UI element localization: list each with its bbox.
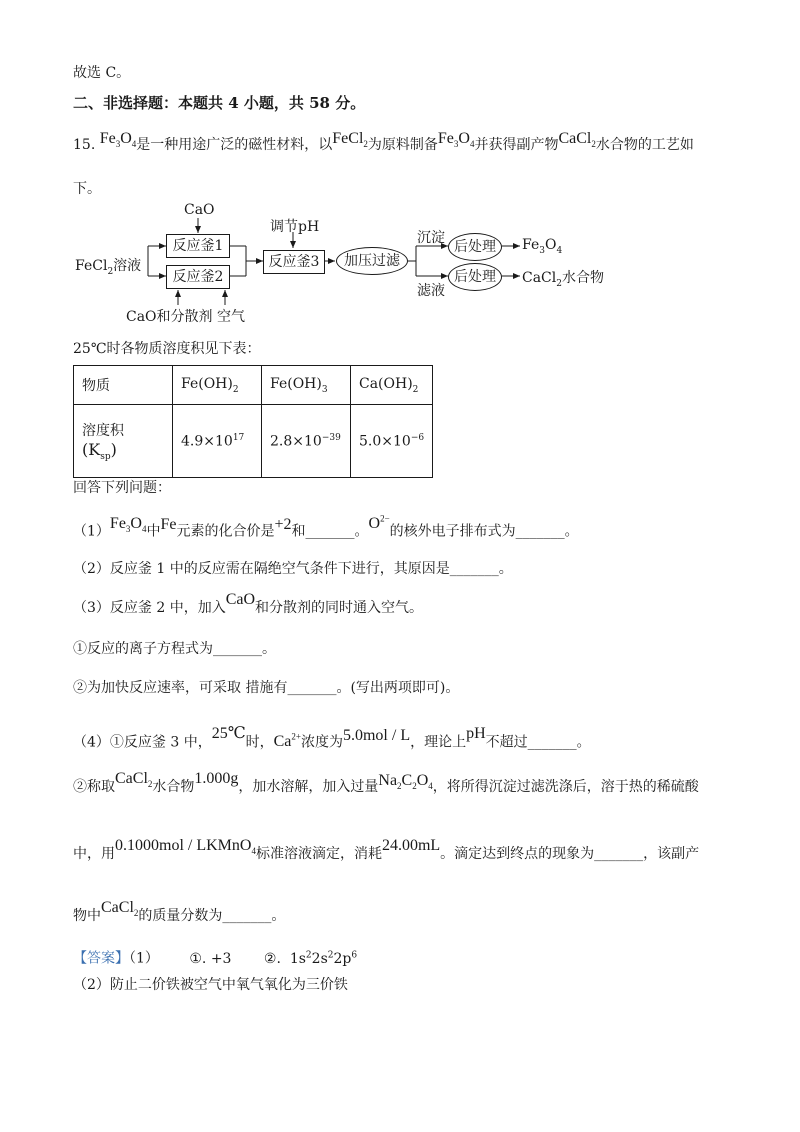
question-number: 15.: [73, 137, 96, 153]
flow-pressure-filter: 加压过滤: [336, 247, 408, 275]
question-3-part-2: ②为加快反应速率，可采取 措施有_______。(写出两项即可)。: [73, 680, 460, 696]
flow-cao-top: CaO: [184, 202, 215, 218]
question-3: （3）反应釜 2 中，加入CaO和分散剂的同时通入空气。: [73, 591, 424, 616]
table-row: [74, 405, 433, 478]
question-4-part-2: ②称取CaCl$_2$水合物1.000g，加水溶解，加入过量$Na_2C_2O_4$，将所得沉淀过滤洗涤后，溶于热的稀硫酸: [73, 770, 699, 795]
answer-line-1: 【答案】（1） ①. +3 ②. $1s^22s^22p^6$: [73, 950, 358, 967]
table-value-caoh2: $5.0\times 10^{-6}$: [351, 405, 433, 478]
table-value-feoh3: $2.8\times 10^{-39}$: [262, 405, 351, 478]
flow-post-treatment-1: 后处理: [448, 233, 502, 261]
flow-reactor-3: 反应釜3: [263, 250, 325, 274]
flow-product-cacl2: CaCl$_2$水合物: [522, 270, 604, 289]
question-15-stem: 15. $Fe_3O_4$是一种用途广泛的磁性材料，以FeCl$_2$为原料制备$Fe_3O_4$并获得副产物CaCl$_2$水合物的工艺如: [73, 130, 694, 153]
questions-lead: 回答下列问题：: [73, 480, 171, 496]
flow-product-fe3o4: $Fe_3O_4$: [522, 237, 563, 256]
table-header-feoh3: $Fe(OH)_3$: [262, 366, 351, 405]
question-4-part-2-cont: 中，用0.1000mol / LKMnO$_4$标准溶液滴定，消耗24.00mL。滴定达到终点的现象为_______，该副产: [73, 837, 700, 862]
flow-precipitate-label: 沉淀: [417, 230, 445, 246]
flow-reactor-2: 反应釜2: [166, 265, 230, 289]
ksp-table: [73, 365, 433, 478]
flow-adjust-ph: 调节pH: [270, 219, 320, 235]
process-flow-diagram: [0, 0, 800, 340]
flow-bottom-inputs: CaO和分散剂 空气: [126, 309, 245, 325]
flow-post-treatment-2: 后处理: [448, 263, 502, 291]
answer-tag: 【答案】: [73, 950, 129, 967]
question-4-part-1: （4）①反应釜 3 中，25℃时，$Ca^{2+}$浓度为5.0mol / L，理论上pH不超过_______。: [73, 725, 591, 751]
table-caption: 25℃时各物质溶度积见下表：: [73, 341, 261, 357]
table-value-feoh2: $4.9\times 10^{17}$: [173, 405, 262, 478]
table-header-row: [74, 366, 433, 405]
question-15-stem-cont: 下。: [73, 181, 101, 197]
table-ksp-label: 溶度积 $(K_{sp})$: [74, 405, 173, 478]
question-2: （2）反应釜 1 中的反应需在隔绝空气条件下进行，其原因是_______。: [73, 561, 513, 577]
table-header-substance: 物质: [74, 366, 173, 405]
table-header-feoh2: $Fe(OH)_2$: [173, 366, 262, 405]
previous-answer-line: 故选 C。: [73, 65, 131, 81]
table-header-caoh2: $Ca(OH)_2$: [351, 366, 433, 405]
section-heading: 二、非选择题：本题共 4 小题，共 58 分。: [73, 94, 366, 112]
flow-reactor-1: 反应釜1: [166, 234, 230, 258]
answer-line-2: （2）防止二价铁被空气中氧气氧化为三价铁: [73, 977, 348, 993]
flow-input-fecl2: FeCl$_2$溶液: [75, 258, 142, 277]
question-3-part-1: ①反应的离子方程式为_______。: [73, 641, 276, 657]
question-1: $(1)Fe_3O_4$中Fe元素的化合价是+2和_______。$O^{2-}$的核外电子排布式为_______。: [73, 514, 579, 540]
flow-filtrate-label: 滤液: [417, 283, 445, 299]
question-4-part-2-end: 物中CaCl$_2$的质量分数为_______。: [73, 899, 286, 924]
flow-connectors: [0, 0, 800, 340]
